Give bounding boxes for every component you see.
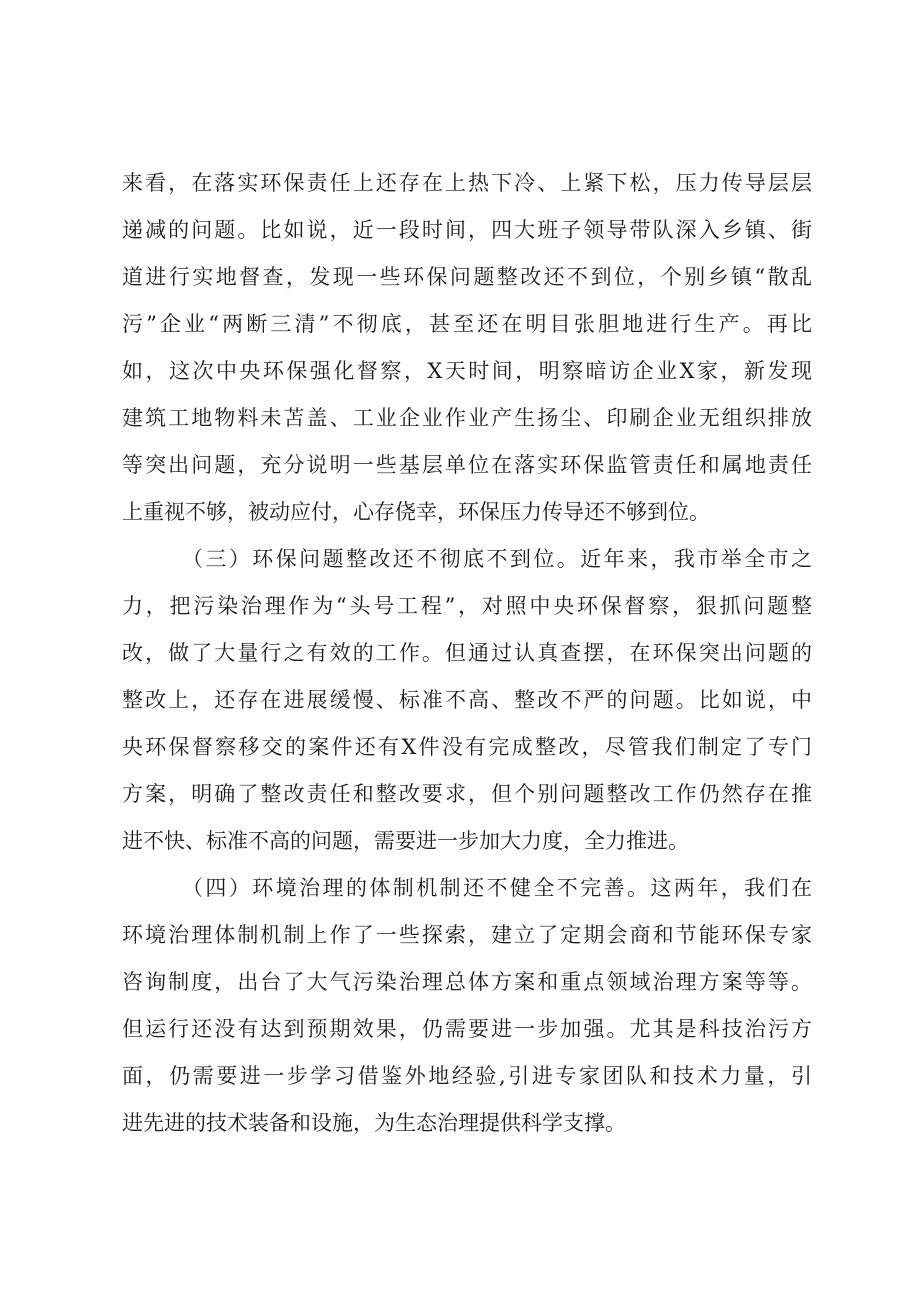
section-heading-3: （三）环保问题整改还不彻底不到位。近年来，我市举全市之 xyxy=(182,547,812,571)
text-line: 进不快、标准不高的问题，需要进一步加大力度，全力推进。 xyxy=(122,829,689,853)
text-line: 如，这次中央环保强化督察，X天时间，明察暗访企业X家，新发现 xyxy=(122,359,812,383)
text-line: 污”企业“两断三清”不彻底，甚至还在明目张胆地进行生产。再比 xyxy=(122,312,812,336)
text-line: 上重视不够，被动应付，心存侥幸，环保压力传导还不够到位。 xyxy=(122,500,710,524)
text-line: 建筑工地物料未苫盖、工业企业作业产生扬尘、印刷企业无组织排放 xyxy=(122,406,812,430)
text-line: 整改上，还存在进展缓慢、标准不高、整改不严的问题。比如说，中 xyxy=(122,688,812,712)
text-line: 等突出问题，充分说明一些基层单位在落实环保监管责任和属地责任 xyxy=(122,453,812,477)
text-line: 来看，在落实环保责任上还存在上热下冷、上紧下松，压力传导层层 xyxy=(122,171,812,195)
text-line: 改，做了大量行之有效的工作。但通过认真查摆，在环保突出问题的 xyxy=(122,641,812,665)
text-line: 力，把污染治理作为“头号工程”，对照中央环保督察，狠抓问题整 xyxy=(122,594,812,618)
text-line: 道进行实地督查，发现一些环保问题整改还不到位，个别乡镇“散乱 xyxy=(122,265,812,289)
text-line: 面，仍需要进一步学习借鉴外地经验,引进专家团队和技术力量，引 xyxy=(122,1064,812,1088)
text-line: 方案，明确了整改责任和整改要求，但个别问题整改工作仍然存在推 xyxy=(122,782,812,806)
text-line: 进先进的技术装备和设施，为生态治理提供科学支撑。 xyxy=(122,1111,626,1135)
text-line: 递减的问题。比如说，近一段时间，四大班子领导带队深入乡镇、街 xyxy=(122,218,812,242)
text-line: 但运行还没有达到预期效果，仍需要进一步加强。尤其是科技治污方 xyxy=(122,1017,812,1041)
section-heading-4: （四）环境治理的体制机制还不健全不完善。这两年，我们在 xyxy=(182,876,812,900)
text-line: 咨询制度，出台了大气污染治理总体方案和重点领域治理方案等等。 xyxy=(122,970,812,994)
text-line: 央环保督察移交的案件还有X件没有完成整改，尽管我们制定了专门 xyxy=(122,735,812,759)
text-line: 环境治理体制机制上作了一些探索，建立了定期会商和节能环保专家 xyxy=(122,923,812,947)
